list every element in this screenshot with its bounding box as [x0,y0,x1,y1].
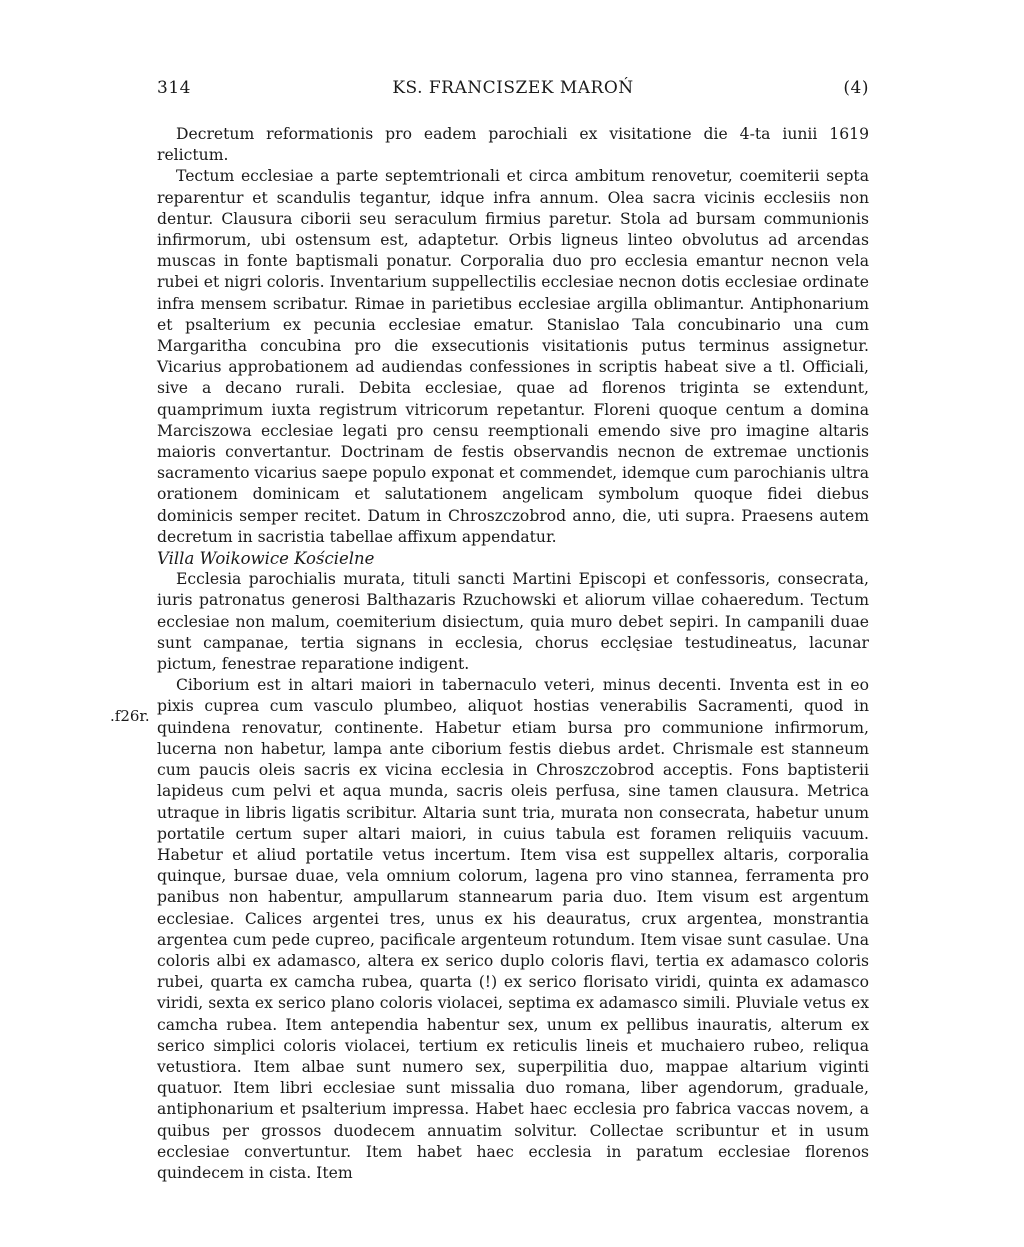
paragraph-decretum-body: Tectum ecclesiae a parte septemtrionali et circa ambitum renovetur, coemiterii septa reparentur et scandulis tegantur, idque infra annum. Olea sacra vicinis ecclesiis non dentur. Clausura ciborii seu seraculum firmius paretur. Stola ad bursam communionis infirmorum, ubi ostensum est, adaptetur. Orbis ligneus linteo obvolutus ad arcendas muscas in fonte baptismali ponatur. Corporalia duo pro ecclesia emantur necnon vela rubei et nigri coloris. Inventarium suppellectilis ecclesiae necnon dotis ecclesiae ordinate infra mensem scribatur. Rimae in parietibus ecclesiae argilla oblimantur. Antiphonarium et psalterium ex pecunia ecclesiae ematur. Stanislao Tala concubinario una cum Margaritha concubina pro die exsecutionis visitationis putus terminus assignetur. Vicarius approbationem ad audiendas confessiones in scriptis habeat sive a tl. Officiali, sive a decano rurali. Debita ecclesiae, quae ad florenos triginta se extendunt, quamprimum iuxta registrum vitricorum repetantur. Floreni quoque centum a domina Marciszowa ecclesiae legati pro censu reemptionali emendo sive pro imagine altaris maioris convertantur. Doctrinam de festis observandis necnon de extremae unctionis sacramento vicarius saepe populo exponat et commendet, idemque cum parochianis ultra orationem dominicam et salutationem angelicam symbolum quoque fidei diebus dominicis semper recitet. Datum in Chroszczobrod anno, die, uti supra. Praesens autem decretum in sacristia tabellae affixum appendatur. [157,167,869,546]
body-text [157,124,869,1184]
running-header [157,78,869,106]
folio-margin-note: .f26r. [110,707,150,725]
page-number: 314 [157,78,191,98]
paragraph-ecclesia: Ecclesia parochialis murata, tituli sancti Martini Episcopi et confessoris, consecrata, iuris patronatus generosi Balthazaris Rzuchowski et aliorum villae cohaeredum. Tectum ecclesiae non malum, coemiterium disiectum, quia muro debet sepiri. In campanili duae sunt campanae, tertia signans in ecclesia, chorus ecclęsiae testudineatus, lacunar pictum, fenestrae reparatione indigent. [157,570,869,674]
section-number: (4) [843,78,869,98]
paragraph-decretum-intro: Decretum reformationis pro eadem parochiali ex visitatione die 4-ta iunii 1619 relictum. [157,125,869,165]
paragraph-ciborium: Ciborium est in altari maiori in tabernaculo veteri, minus decenti. Inventa est in eo pixis cuprea cum vasculo plumbeo, aliquot hostias venerabilis Sacramenti, quod in quindena renovatur, continente. Habetur etiam bursa pro communione infirmorum, lucerna non habetur, lampa ante ciborium festis diebus ardet. Chrismale est stanneum cum paucis oleis sacris ex vicina ecclesia in Chroszczobrod acceptis. Fons baptisterii lapideus cum pelvi et aqua munda, sacris oleis perfusa, sine tamen clausura. Metrica utraque in libris ligatis scribitur. Altaria sunt tria, murata non consecrata, habetur unum portatile certum super altari maiori, in cuius tabula est foramen reliquiis vacuum. Habetur et aliud portatile vetus incertum. Item visa est suppellex altaris, corporalia quinque, bursae duae, vela omnium colorum, lagena pro vino stannea, ferramenta pro panibus non habentur, ampullarum stannearum paria duo. Item visum est argentum ecclesiae. Calices argentei tres, unus ex his deauratus, crux argentea, monstrantia argentea cum pede cupreo, pacificale argenteum rotundum. Item visae sunt casulae. Una coloris albi ex adamasco, altera ex serico duplo coloris flavi, tertia ex adamasco coloris rubei, quarta ex camcha rubea, quarta (!) ex serico florisato viridi, quinta ex adamasco viridi, sexta ex serico plano coloris violacei, septima ex adamasco simili. Pluviale vetus ex camcha rubea. Item antependia habentur sex, unum ex pellibus inauratis, alterum ex serico simplici coloris violacei, tertium ex reticulis lineis et muchaiero rubeo, reliqua vetustiora. Item albae sunt numero sex, superpilitia duo, mappae altarium viginti quatuor. Item libri ecclesiae sunt missalia duo romana, liber agendorum, graduale, antiphonarium et psalterium impressa. Habet haec ecclesia pro fabrica vaccas novem, a quibus per grossos duodecem annuatim solvitur. Collectae scribuntur et in usum ecclesiae convertuntur. Item habet haec ecclesia in paratum ecclesiae florenos quindecem in cista. Item [157,676,869,1182]
running-title: KS. FRANCISZEK MAROŃ [392,78,634,98]
section-heading: Villa Woikowice Kościelne [157,549,375,569]
